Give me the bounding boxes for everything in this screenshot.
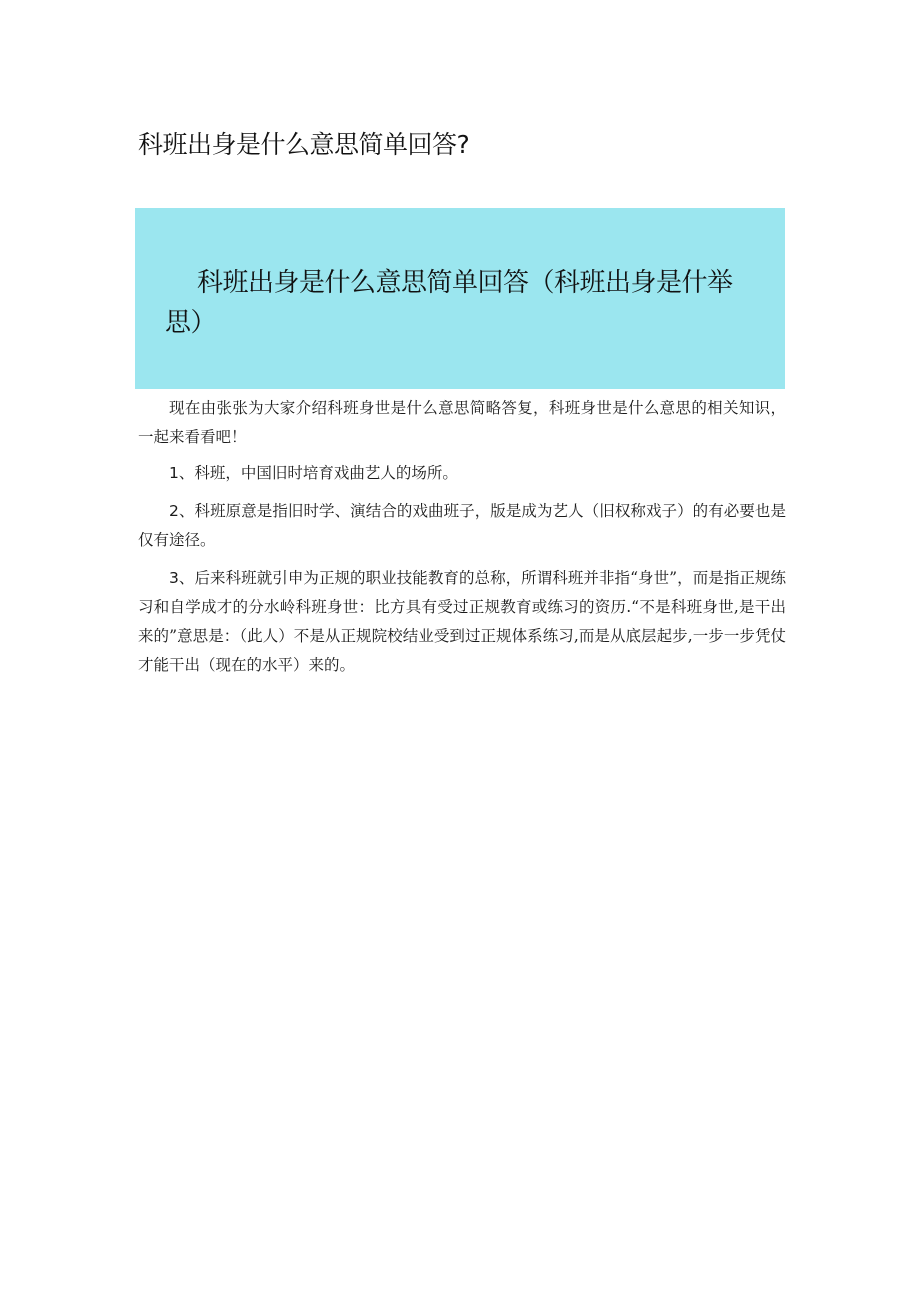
paragraph-text: 、科班，中国旧时培育戏曲艺人的场所。 (178, 464, 458, 482)
list-item (138, 497, 786, 555)
paragraph-text: 、后来科班就引申为正规的职业技能教育的总称，所谓科班并非指“身世”，而是指正规练习和自学成才的分水岭科班身世：比方具有受过正规教育或练习的资历.“不是科班身世,是干出来的”意思是：（此人）不是从正规院校结业受到过正规体系练习,而是从底层起步,一步一步凭仗才能干出（现在的水平）来的。 (138, 569, 786, 674)
document-title: 科班出身是什么意思简单回答? (138, 130, 470, 159)
item-number: 3 (169, 569, 179, 587)
item-number: 1 (169, 464, 179, 482)
article-body (138, 394, 786, 689)
list-item (138, 564, 786, 680)
banner-heading: 科班出身是什么意思简单回答（科班出身是什举思） (165, 268, 733, 338)
intro-paragraph (138, 394, 786, 452)
title-banner (135, 208, 785, 389)
item-number: 2 (169, 502, 179, 520)
paragraph-text: 现在由张张为大家介绍科班身世是什么意思简略答复，科班身世是什么意思的相关知识，一起来看看吧！ (138, 399, 786, 446)
list-item (138, 459, 786, 488)
paragraph-text: 、科班原意是指旧时学、演结合的戏曲班子，版是成为艺人（旧权称戏子）的有必要也是仅有途径。 (138, 502, 786, 549)
